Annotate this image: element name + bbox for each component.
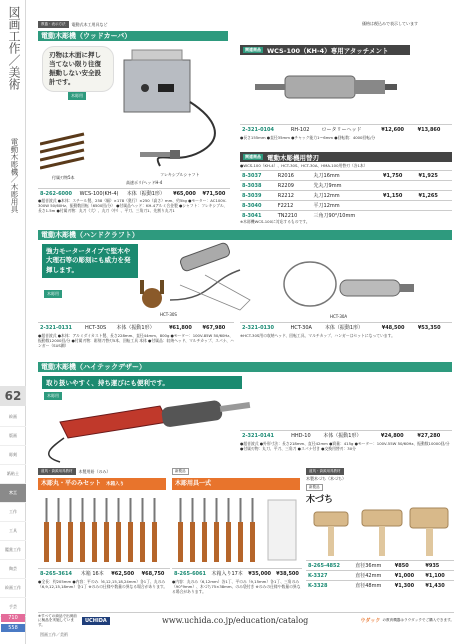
product-code: 8-265-3614 (38, 569, 79, 579)
mallet-image (310, 506, 450, 558)
product-price-tax: ¥68,750 (140, 569, 170, 579)
product-model: WCS-100(KH-4) (78, 189, 125, 199)
handcraft-catch: 強力モータータイプで堅木や大理石等の彫刻にも威力を発揮します。 (42, 244, 138, 278)
product-spec: ロータリーヘッド (320, 125, 380, 135)
attachment-badge: 関連商品 (245, 47, 261, 52)
sidebar-tab[interactable]: 版画 (0, 427, 26, 446)
handcraft-left-table (38, 322, 234, 332)
gouge-tag2: 木製用鉛（のみ） (78, 468, 111, 474)
chisel-handle (140, 522, 145, 562)
sidebar-title: 図画工作／美術 (7, 6, 21, 90)
chisel-blade (70, 498, 72, 522)
chisel-blade (204, 498, 206, 522)
footer-bottom: 図画工作／美術 (40, 632, 68, 637)
chisel-handle (226, 522, 231, 562)
product-code: 2-321-0104 (240, 125, 289, 135)
woodcarver-part-label: 付属刃物5本 (52, 175, 75, 180)
attachment-header (240, 45, 410, 55)
handcraft-label: HCT-30A (330, 314, 348, 319)
product-price: ¥24,800 (379, 431, 416, 441)
gouge-tags (38, 468, 111, 475)
chisel-handle (190, 522, 195, 562)
table-row (38, 323, 234, 333)
attachment-note: ●長さ155mm ●直径35mm ●チャック能力1～6mm ●回転数：4000回転/分 (240, 135, 376, 140)
chisel-handle (56, 522, 61, 562)
sidebar-tab[interactable]: 手芸 (0, 598, 26, 617)
product-price: ¥1,750 (381, 171, 416, 181)
hightech-price-table (240, 430, 452, 440)
carving-badge-wrap (172, 468, 189, 475)
table-row (306, 581, 454, 591)
chisel-handle (92, 522, 97, 562)
mallet-tag: 道具・資源用具教材 (306, 468, 344, 475)
table-row (240, 431, 452, 441)
mallet-tags (306, 468, 344, 475)
attachment-price-table (240, 124, 452, 134)
sidebar-tab[interactable]: 紙粘土 (0, 465, 26, 484)
uchida-logo: UCHIDA (82, 617, 110, 625)
chisel-blade (142, 498, 144, 522)
gouge-note: ●全長：約205mm ●内容：平のみ（6,12,15,18,24mm）各1丁、丸のみ（6,9,12,15,18mm）各1丁 ※のみの仕様や数量の異なる場合があります。 (38, 579, 168, 590)
product-price: ¥48,500 (380, 323, 416, 333)
product-code: 8-265-4852 (306, 561, 353, 571)
mallet-tag2: 木製木づち（木づち） (306, 476, 346, 481)
carving-title: 木彫用具一式 (172, 478, 300, 490)
woodcarver-part-label: 高速ポリ/ヘッドH-4 (126, 180, 163, 185)
product-code: 2-321-0130 (240, 323, 289, 333)
hightech-title: 電動木彫機（ハイテックデザー） (38, 362, 452, 372)
chisel-handle (214, 522, 219, 562)
handcraft-label: HCT-30S (160, 312, 177, 317)
product-model: R2212 (276, 191, 312, 201)
carving-note: ●内容：丸のみ（6,12mm）各1丁、平のみ（9,15mm）各1丁、三角のみ（90°9mm）、木づち75×38mm、のみ袋付き ※のみの仕様や数量の異なる場合があります。 (172, 579, 301, 595)
handcraft-right-table (240, 322, 452, 332)
hightech-note: ●超音波式 ●外形寸法：長さ218mm、直径42mm ●質量：415g ●モーター：100V-55W 50/60Hz、振動数10000回/分 ●付属刃物：丸刀、平刀、三角刀 ●スパナ付き ●交換用替刃：30分 (240, 441, 450, 452)
attachment-image (255, 58, 405, 118)
chisel-blade (58, 498, 60, 522)
product-code: 8-3041 (240, 211, 276, 221)
chisel-handle (80, 522, 85, 562)
chisel-handle (128, 522, 133, 562)
woodcarver-title: 電動木彫機（ウッドカーバ） (38, 31, 228, 41)
woodcarver-image (40, 48, 232, 178)
attachment-title: WCS-100（KH-4）専用アタッチメント (267, 46, 389, 55)
product-price-tax: ¥1,925 (417, 171, 453, 181)
product-price-tax: ¥38,500 (274, 569, 302, 579)
handcraft-usage: 木彫用 (44, 290, 62, 298)
chisel-blade (130, 498, 132, 522)
product-code: 8-262-6000 (38, 189, 78, 199)
product-spec: 本体（振動1形） (323, 323, 380, 333)
gouge-sub: 木箱入り (106, 482, 125, 487)
top-tags (38, 21, 108, 28)
product-model: 木箱 16本 (79, 569, 110, 579)
chisel-handle (152, 522, 157, 562)
chisel-blade (154, 498, 156, 522)
mallet-badge: 新製品 (306, 484, 323, 491)
product-spec: 先丸刀9mm (312, 181, 382, 191)
chisel-blade (240, 498, 242, 522)
table-row (240, 201, 452, 211)
table-row (38, 189, 230, 199)
product-price: ¥1,300 (393, 581, 424, 591)
product-code: 8-3037 (240, 171, 276, 181)
blades-badge: 関連商品 (245, 154, 261, 159)
footer-note: ※すべての商品で出荷前に検品を実施しています。 (38, 613, 77, 627)
blades-note: ※木彫機WCS-100に対応するものです。 (240, 219, 310, 224)
gouge-title-ribbon (38, 478, 166, 490)
product-price-tax (417, 181, 453, 191)
table-row (38, 569, 170, 579)
footer-right-note: の教育機器はラウダックでご購入できます。 (382, 618, 454, 622)
product-price-tax: ¥27,280 (415, 431, 452, 441)
carving-image (172, 492, 300, 568)
product-price-tax: ¥1,100 (423, 571, 454, 581)
hightech-usage: 木彫用 (44, 392, 62, 400)
tax-note: 価格は税込みで表示しています (362, 21, 418, 26)
product-model: 木箱入り17本 (209, 569, 246, 579)
sidebar-tab[interactable]: 陶芸 (0, 560, 26, 579)
product-model: HHD-10 (289, 431, 321, 441)
product-price (381, 181, 416, 191)
chisel-handle (202, 522, 207, 562)
woodcarver-note: ●超音波式 ●本体：スチール製、258（幅）×178（奥行）×250（高さ）mm、約5kg ●モーター：AC100V-300W 50/60Hz、振動数回転（6500回/分） ●付属品ヘッド：KH-4アルミ合金製 ●シャフト：フレキシブル、長さ1.5m ●付属刃物：丸刀（大）、丸刀（中）、平刀、三角刀1、先割り丸刀1 (38, 198, 228, 214)
product-spec: 三角刀90°/10mm (312, 211, 382, 221)
sidebar-tabs (0, 408, 26, 617)
gouge-image (38, 492, 166, 568)
chisel-handle (44, 522, 49, 562)
product-code: K-3327 (306, 571, 353, 581)
table-row (172, 569, 302, 579)
chisel-blade (252, 498, 254, 522)
product-code: 8-3039 (240, 191, 276, 201)
product-spec: 本体（振動1形） (125, 189, 171, 199)
product-size: 直径36mm (353, 561, 393, 571)
product-spec: 丸刀16mm (312, 171, 382, 181)
table-row (240, 171, 452, 181)
product-spec: 本体（振動1形） (321, 431, 379, 441)
footer-left (38, 614, 110, 628)
product-price: ¥850 (393, 561, 424, 571)
product-price-tax: ¥1,265 (417, 191, 453, 201)
chisel-blade (228, 498, 230, 522)
chisel-blade (94, 498, 96, 522)
chisel-handle (68, 522, 73, 562)
product-price: ¥1,000 (393, 571, 424, 581)
chisel-handle (250, 522, 255, 562)
sidebar (0, 0, 26, 644)
page-number: 62 (0, 386, 26, 406)
chisel-blade (46, 498, 48, 522)
product-code: 8-3040 (240, 201, 276, 211)
woodcarver-catch: 刃物は木面に押し当てない限り往復振動しない安全設計です。 (42, 46, 114, 92)
footer-right (360, 617, 454, 624)
sidebar-subtitle: 電動木彫機／木彫用具 (10, 138, 19, 213)
product-model: TN2210 (276, 211, 312, 221)
gouge-price-table (38, 568, 170, 578)
product-spec: 平刀12mm (312, 201, 382, 211)
blades-subtitle: ●WCS-100（KH-4）、HCT-30S、HCT-30A、HMA-100用替刃（各1本） (240, 163, 368, 168)
woodcarver-usage: 木彫用 (68, 92, 86, 100)
product-price-tax: ¥67,980 (201, 323, 234, 333)
chisel-blade (106, 498, 108, 522)
table-row (240, 191, 452, 201)
product-price: ¥61,800 (167, 323, 200, 333)
product-price: ¥62,500 (109, 569, 139, 579)
product-code: 8-3038 (240, 181, 276, 191)
product-price: ¥1,150 (381, 191, 416, 201)
sidebar-tab[interactable]: 工具 (0, 522, 26, 541)
mallet-title: 木づち (306, 495, 334, 505)
hightech-catch: 取り扱いやすく、持ち運びにも便利です。 (42, 376, 242, 389)
product-price-tax: ¥1,430 (423, 581, 454, 591)
carving-badge: 新製品 (172, 468, 189, 475)
hightech-image (40, 386, 270, 466)
product-price-tax: ¥935 (423, 561, 454, 571)
chisel-blade (192, 498, 194, 522)
top-tag-1: 教養・表示方法 (38, 21, 69, 28)
footer-url[interactable]: www.uchida.co.jp/education/catalog (161, 616, 309, 625)
footer (38, 612, 454, 626)
footer-blue-badge: 558 (1, 624, 25, 632)
product-price-tax: ¥71,500 (201, 189, 230, 199)
chisel-blade (180, 498, 182, 522)
blades-price-table (240, 170, 452, 220)
product-code: K-3328 (306, 581, 353, 591)
chisel-handle (178, 522, 183, 562)
product-size: 直径42mm (353, 571, 393, 581)
sidebar-tab-active[interactable]: 木工 (0, 484, 26, 503)
sidebar-tab[interactable]: 絵画 (0, 408, 26, 427)
product-spec: 丸刀12mm (312, 191, 382, 201)
product-price: ¥35,000 (246, 569, 274, 579)
mallet-price-table (306, 560, 454, 590)
chisel-blade (82, 498, 84, 522)
product-price-tax: ¥53,350 (416, 323, 452, 333)
product-code: 2-321-0131 (38, 323, 83, 333)
mallet-badge-wrap (306, 484, 323, 491)
gouge-title: 木彫丸・平のみセット (41, 480, 102, 487)
chisel-handle (104, 522, 109, 562)
woodcarver-part-label: フレキシブルシャフト (160, 172, 200, 177)
carving-price-table (172, 568, 302, 578)
table-row (240, 125, 452, 135)
product-price-tax (417, 201, 453, 211)
sidebar-tab[interactable]: 彫刻 (0, 446, 26, 465)
chisel-handle (238, 522, 243, 562)
chisel-blade (216, 498, 218, 522)
table-row (240, 181, 452, 191)
table-row (306, 561, 454, 571)
sidebar-tab[interactable]: 絵画工作 (0, 579, 26, 598)
handcraft-image (40, 240, 452, 320)
product-price: ¥65,000 (171, 189, 200, 199)
blades-title: 電動木彫機用替刃 (267, 153, 319, 162)
handcraft-left-note: ●超音波式 ●本体：アルミダイカスト製、長さ228mm、直径44mm、800g ●モーター：100V-85W 50/60Hz、振動数12000回/分 ●付属刃物：彫刻刀替刃5本、回転工具 本体 ●付属品：収納ヘッド、マルチカップ、スパナ、ハンガー（SUS鋼） (38, 333, 234, 349)
table-row (240, 323, 452, 333)
top-tag-2: 電動式木工用具など (71, 21, 108, 27)
product-spec: 本体（振動1形） (114, 323, 167, 333)
product-model: R2016 (276, 171, 312, 181)
chisel-handle (116, 522, 121, 562)
product-model: HCT-30A (289, 323, 323, 333)
sidebar-tab[interactable]: 鑑賞工作 (0, 541, 26, 560)
gouge-tag: 道具・資源用具教材 (38, 468, 76, 475)
product-price-tax: ¥13,860 (416, 125, 452, 135)
product-model: RH-102 (289, 125, 320, 135)
table-row (306, 571, 454, 581)
product-price: ¥12,600 (379, 125, 415, 135)
product-code: 8-265-6061 (172, 569, 209, 579)
sidebar-tab[interactable]: 工作 (0, 503, 26, 522)
product-price (381, 201, 416, 211)
handcraft-right-note: ※HCT-30S用の収納ヘッド、回転工具、マルチカップ、ハンガーはセットになっています。 (240, 333, 395, 338)
handcraft-title: 電動木彫機（ハンドクラフト） (38, 230, 452, 240)
product-code: 2-321-0141 (240, 431, 289, 441)
product-model: R2209 (276, 181, 312, 191)
product-model: F2212 (276, 201, 312, 211)
product-model: HCT-30S (83, 323, 114, 333)
product-size: 直径48mm (353, 581, 393, 591)
blades-header (240, 152, 452, 162)
udack-logo: ウダック (360, 618, 381, 624)
woodcarver-price-table (38, 188, 230, 198)
footer-pink-badge: 710 (1, 614, 25, 622)
chisel-blade (118, 498, 120, 522)
